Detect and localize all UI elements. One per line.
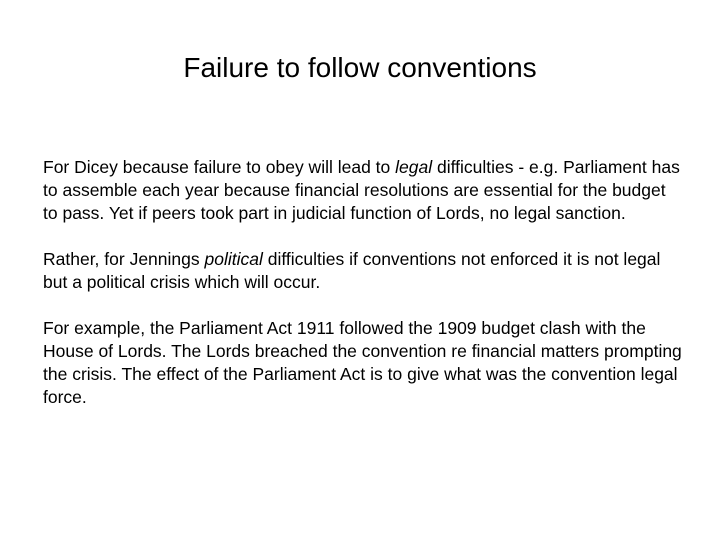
slide-title: Failure to follow conventions	[183, 52, 537, 83]
paragraph-dicey	[43, 156, 683, 225]
slide-body	[43, 156, 683, 432]
paragraph-jennings-text-end: difficulties if conventions not enforced it is not legal but a political crisis which will occur.	[43, 249, 661, 292]
paragraph-dicey-text-end: difficulties - e.g. Parliament has to assemble each year because financial resolutions are essential for the budget to pass. Yet if peers took part in judicial function of Lords, no legal sanction.	[43, 157, 680, 223]
paragraph-dicey-emphasis: legal	[395, 157, 433, 177]
paragraph-jennings	[43, 248, 683, 294]
paragraph-example: For example, the Parliament Act 1911 followed the 1909 budget clash with the House of Lords. The Lords breached the convention re financial matters prompting the crisis. The effect of the Parliament Act is to give what was the convention legal force.	[43, 318, 682, 407]
paragraph-jennings-text-start: Rather, for Jennings	[43, 249, 205, 269]
paragraph-dicey-text-start: For Dicey because failure to obey will lead to	[43, 157, 396, 177]
paragraph-jennings-emphasis: political	[204, 249, 263, 269]
